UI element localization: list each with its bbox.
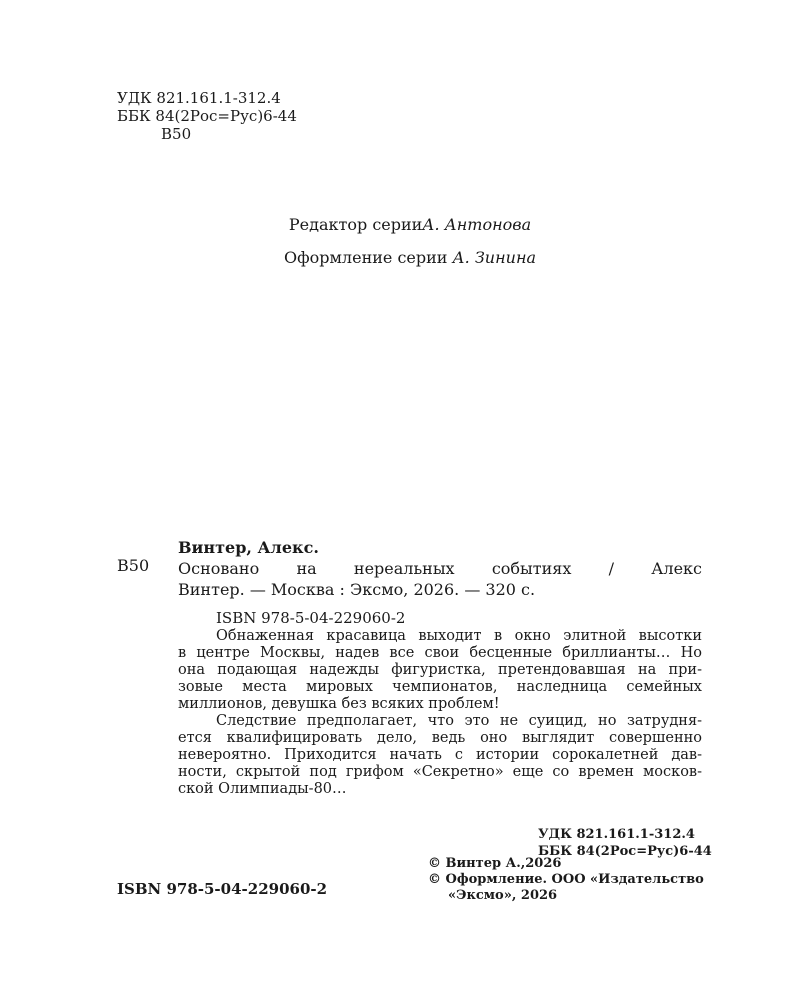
- editor-credit: [0, 208, 800, 241]
- annotation: [178, 628, 702, 798]
- annotation-line: ской Олимпиады-80…: [178, 781, 347, 797]
- annotation-line: в центре Москвы, надев все свои бесценные бриллианты… Но: [178, 645, 702, 661]
- author-heading: Винтер, Алекс.: [178, 538, 319, 557]
- udk-code: УДК 821.161.1-312.4: [117, 89, 281, 107]
- annotation-line: она подающая надежды фигуристка, претендовавшая на при-: [178, 662, 702, 678]
- annotation-line: Обнаженная красавица выходит в окно элитной высотки: [216, 628, 702, 644]
- editor-prefix: Редактор серии: [288, 215, 423, 234]
- annotation-line: невероятно. Приходится начать с истории сорокалетней дав-: [178, 747, 702, 763]
- author-index: В50: [161, 125, 192, 143]
- design-credit: [0, 241, 800, 274]
- bottom-bbk-code: ББК 84(2Рос=Рус)6-44: [538, 844, 712, 859]
- annotation-line: зовые места мировых чемпионатов, наследница семейных: [178, 679, 702, 695]
- title-line-2: Винтер. — Москва : Эксмо, 2026. — 320 с.: [178, 580, 536, 599]
- design-name: А. Зинина: [452, 248, 537, 267]
- annotation-line: Следствие предполагает, что это не суицид, но затрудня-: [216, 713, 702, 729]
- entry-isbn: ISBN 978-5-04-229060-2: [216, 609, 406, 627]
- copyright-design: © Оформление. ООО «Издательство: [428, 872, 704, 887]
- bottom-udk-code: УДК 821.161.1-312.4: [538, 827, 695, 842]
- annotation-line: ется квалифицировать дело, ведь оно выглядит совершенно: [178, 730, 702, 746]
- catalog-index: В50: [117, 556, 150, 575]
- title-line-1: Основано на нереальных событиях / Алекс: [178, 559, 702, 578]
- copyright-block: [428, 856, 704, 904]
- top-catalog-codes: [117, 89, 297, 143]
- annotation-line: миллионов, девушка без всяких проблем!: [178, 696, 500, 712]
- bottom-catalog-codes: [538, 826, 712, 860]
- series-credits: [0, 208, 800, 274]
- copyright-publisher: «Эксмо», 2026: [448, 888, 558, 903]
- bibliographic-entry: [178, 537, 702, 629]
- design-prefix: Оформление серии: [283, 248, 448, 267]
- editor-name: А. Антонова: [422, 215, 532, 234]
- bbk-code: ББК 84(2Рос=Рус)6-44: [117, 107, 297, 125]
- footer-isbn: ISBN 978-5-04-229060-2: [117, 880, 328, 898]
- copyright-author: © Винтер А.,2026: [428, 856, 562, 871]
- annotation-line: ности, скрытой под грифом «Секретно» еще со времен москов-: [178, 764, 702, 780]
